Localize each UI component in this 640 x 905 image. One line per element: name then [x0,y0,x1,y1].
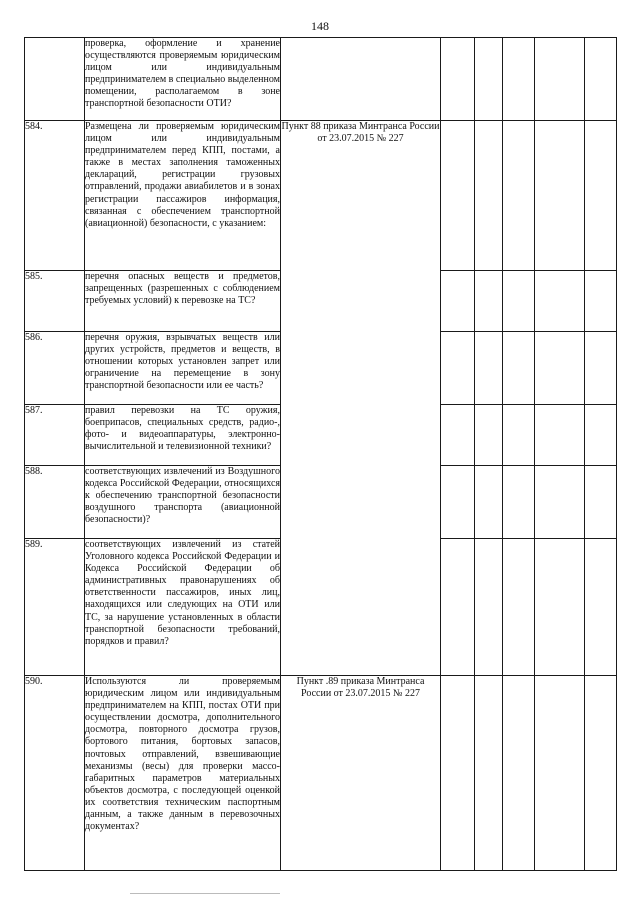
mark-cell [503,466,535,539]
mark-cell [503,38,535,121]
mark-cell [535,332,585,405]
mark-cell [535,539,585,676]
item-number [25,38,85,121]
mark-cell [475,332,503,405]
mark-cell [441,676,475,871]
item-number: 587. [25,405,85,466]
mark-cell [585,271,617,332]
requirement-text: проверка, оформление и хранение осуществляются проверяемым юридическим лицом или индивидуальным предпринимателем в специально выделенном помещении, располагаемом в зоне транспортной безопасности ОТИ? [85,38,281,121]
mark-cell [441,405,475,466]
mark-cell [475,38,503,121]
mark-cell [475,676,503,871]
mark-cell [535,466,585,539]
mark-cell [585,676,617,871]
mark-cell [585,405,617,466]
item-number: 585. [25,271,85,332]
requirement-text: перечня оружия, взрывчатых веществ или других устройств, предметов и веществ, в отношении которых установлен запрет или ограничение на перемещение в зону транспортной безопасности или ее часть? [85,332,281,405]
mark-cell [585,121,617,271]
mark-cell [585,466,617,539]
mark-cell [535,38,585,121]
mark-cell [475,466,503,539]
page-number: 148 [311,19,329,33]
mark-cell [475,271,503,332]
item-number: 590. [25,676,85,871]
mark-cell [535,271,585,332]
mark-cell [475,121,503,271]
mark-cell [503,539,535,676]
mark-cell [585,332,617,405]
mark-cell [585,539,617,676]
table-row [25,38,617,121]
mark-cell [503,332,535,405]
mark-cell [475,405,503,466]
mark-cell [503,405,535,466]
mark-cell [441,38,475,121]
mark-cell [441,121,475,271]
requirement-text: Используются ли проверяемым юридическим лицом или индивидуальным предпринимателем на КПП, постах ОТИ при осуществлении досмотра, дополнительного досмотра, повторного досмотра грузов, бортового питания, бортовых запасов, почтовых отправлений, взвешивающие механизмы (весы) для проверки массо-габаритных параметров материальных объектов досмотра, с последующей оценкой их соответствия техническим паспортным данным, а также данным в перевозочных документах? [85,676,281,871]
mark-cell [535,121,585,271]
mark-cell [585,38,617,121]
requirement-text: перечня опасных веществ и предметов, запрещенных (разрешенных с соблюдением требуемых условий) к перевозке на ТС? [85,271,281,332]
mark-cell [503,676,535,871]
table-row [25,121,617,271]
mark-cell [503,271,535,332]
mark-cell [503,121,535,271]
mark-cell [441,466,475,539]
legal-basis-cell: Пункт 88 приказа Минтранса России от 23.07.2015 № 227 [281,121,441,676]
requirement-text: Размещена ли проверяемым юридическим лицом или индивидуальным предпринимателем перед КПП, постами, а также в местах заполнения таможенных деклараций, регистрации грузовых отправлений, продажи авиабилетов и в зонах регистрации пассажиров информация, связанная с обеспечением транспортной (авиационной) безопасности, с указанием: [85,121,281,271]
mark-cell [441,539,475,676]
item-number: 589. [25,539,85,676]
item-number: 584. [25,121,85,271]
mark-cell [441,332,475,405]
mark-cell [441,271,475,332]
mark-cell [535,405,585,466]
checklist-table [24,37,617,871]
item-number: 586. [25,332,85,405]
table-row [25,676,617,871]
item-number: 588. [25,466,85,539]
legal-basis-cell: Пункт .89 приказа Минтранса России от 23.07.2015 № 227 [281,676,441,871]
scan-artifact-line [130,893,280,894]
mark-cell [475,539,503,676]
legal-basis-cell [281,38,441,121]
requirement-text: правил перевозки на ТС оружия, боеприпасов, специальных средств, радио-, фото- и видеоаппаратуры, электронно-вычислительной и телевизионной техники? [85,405,281,466]
requirement-text: соответствующих извлечений из Воздушного кодекса Российской Федерации, относящихся к обеспечению транспортной безопасности воздушного транспорта (авиационной безопасности)? [85,466,281,539]
mark-cell [535,676,585,871]
requirement-text: соответствующих извлечений из статей Уголовного кодекса Российской Федерации и Кодекса Российской Федерации об административных правонарушениях об ответственности пассажиров, иных лиц, находящихся или следующих на ОТИ или ТС, за нарушение установленных в области транспортной безопасности требований, порядков и правил? [85,539,281,676]
